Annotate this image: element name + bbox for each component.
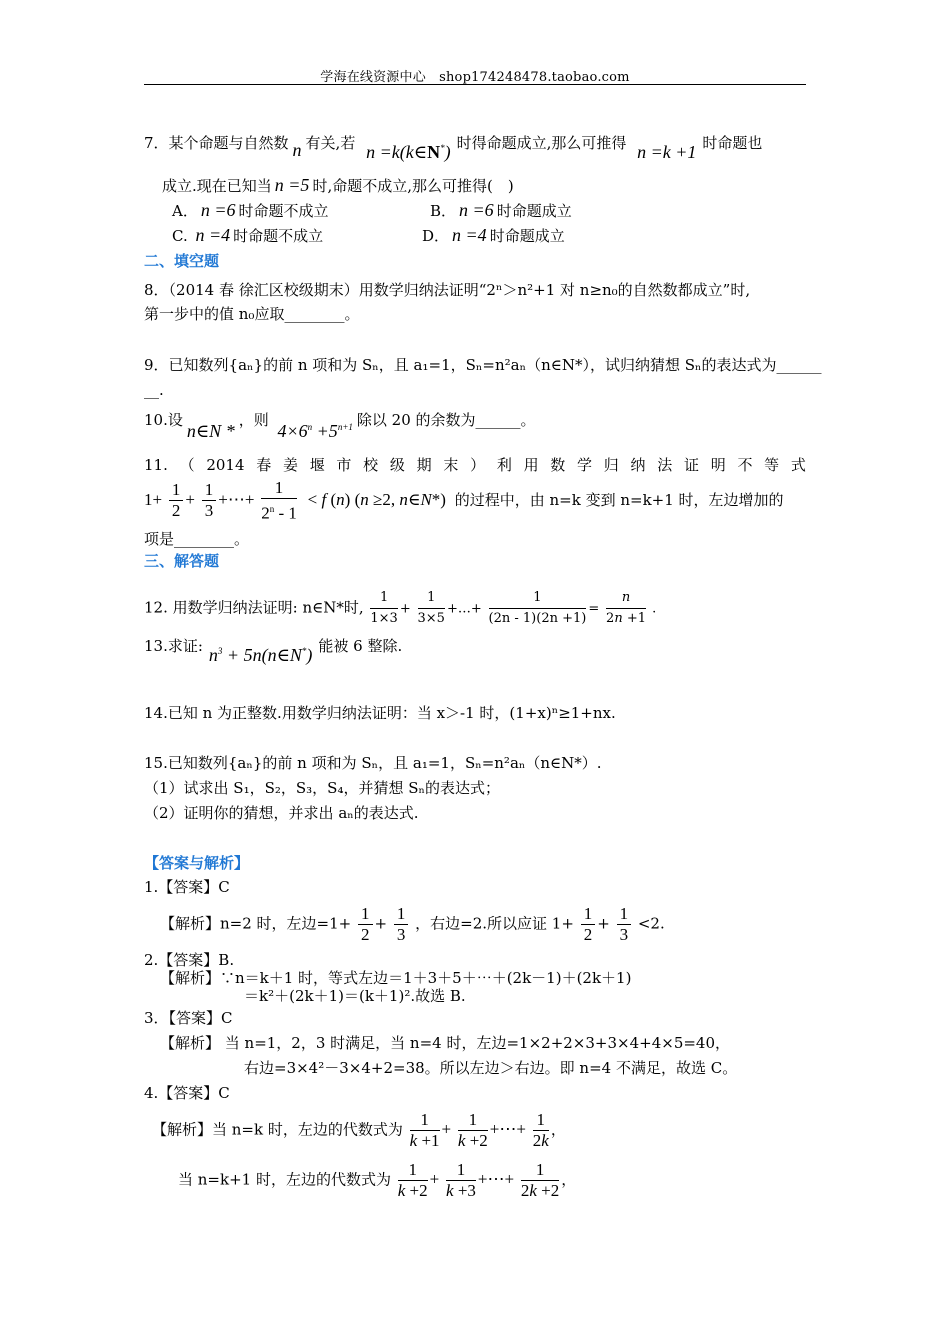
q11-word: 等	[764, 456, 780, 474]
q7-option-d: D． n =4 时命题成立	[422, 225, 565, 245]
q11-word: 证	[683, 456, 699, 474]
q11-word: 式	[790, 456, 806, 474]
q11-word: 利	[496, 456, 512, 474]
q11-word: 学	[577, 456, 593, 474]
section-answer: 三、解答题	[144, 552, 220, 570]
q7-line2: 成立.现在已知当 n =5 时,命题不成立,那么可推得( )	[162, 175, 514, 195]
a4-exp2: 当 n=k+1 时，左边的代数式为 $\frac{1}{k +2}$ + $\frac{1}{k +3}$ +⋯+ $\frac{1}{2k +2}$ ，	[178, 1160, 577, 1200]
q9-line2: __.	[144, 381, 164, 399]
a4-exp1: 【解析】当 n=k 时，左边的代数式为 $\frac{1}{k +1}$ + $\frac{1}{k +2}$ +⋯+ $\frac{1}{2k}$ ，	[152, 1110, 566, 1150]
q11-word: 春	[256, 456, 272, 474]
q11-word: ）	[470, 456, 486, 474]
q7-option-c: C. n =4 时命题不成立	[172, 225, 324, 245]
a4-answer: 4.【答案】C	[144, 1084, 230, 1102]
q11-word: 期	[416, 456, 432, 474]
q11-word: 末	[443, 456, 459, 474]
q11-word: 堰	[309, 456, 325, 474]
q11-word: 姜	[282, 456, 298, 474]
q13: 13.求证: $n^3$ + 5n(n∈N*) 能被 6 整除.	[144, 637, 403, 665]
q11-word: 2014	[206, 456, 245, 474]
a3-exp1: 【解析】 当 n=1，2，3 时满足，当 n=4 时，左边=1×2+2×3+3×4+4×5=40，	[160, 1034, 731, 1052]
q11-word: 用	[523, 456, 539, 474]
q11-word: 法	[657, 456, 673, 474]
q7-line1: 7．某个命题与自然数 n 有关,若 n =k(k∈N*) 时得命题成立,那么可推得 n =k +1 时命题也	[144, 134, 763, 162]
section-fill-in: 二、填空题	[144, 252, 220, 270]
q11-word: 级	[389, 456, 405, 474]
q11-word: 归	[603, 456, 619, 474]
q11-line3: 项是________。	[144, 530, 250, 548]
q11-word: 纳	[630, 456, 646, 474]
q12: 12. 用数学归纳法证明: n∈N*时, $\frac{1}{1\times 3}$ + $\frac{1}{3\times 5}$ +…+ $\frac{1}{(2n - 1)(2n +1)}$ = $\frac{n}{2n +1}$ .	[144, 590, 657, 626]
q11-word: （	[179, 456, 195, 474]
a3-answer: 3．【答案】C	[144, 1009, 233, 1027]
a3-exp2: 右边=3×4²－3×4+2=38。所以左边＞右边。即 n=4 不满足，故选 C。	[244, 1059, 738, 1077]
a2-exp1: 【解析】∵n＝k＋1 时，等式左边＝1＋3＋5＋⋯＋(2k－1)＋(2k＋1)	[160, 969, 632, 987]
q11-word: 市	[336, 456, 352, 474]
q15-line2: （1）试求出 S₁，S₂，S₃，S₄，并猜想 Sₙ的表达式；	[144, 779, 501, 797]
a1-explanation: 【解析】n=2 时，左边=1+ $\frac{1}{2}$ + $\frac{1}{3}$ ，右边=2.所以应证 1+ $\frac{1}{2}$ + $\frac{1}{3}$ <2.	[160, 904, 665, 944]
a1-answer: 1.【答案】C	[144, 878, 230, 896]
q11-line2: 1+ $\frac{1}{2}$ + $\frac{1}{3}$ +⋯+ $\frac{1}{2^n - 1}$ < f (n) (n ≥2, n∈N*) 的过程中，由 n=k 变到 n=k+1 时，左边增加的	[144, 478, 784, 523]
q11-word: 不	[737, 456, 753, 474]
q15-line1: 15.已知数列{aₙ}的前 n 项和为 Sₙ，且 a₁=1，Sₙ=n²aₙ（n∈N*）.	[144, 754, 602, 772]
q15-line3: （2）证明你的猜想，并求出 aₙ的表达式.	[144, 804, 419, 822]
q14: 14.已知 n 为正整数.用数学归纳法证明：当 x＞-1 时，(1+x)ⁿ≥1+nx.	[144, 704, 616, 722]
q8-line1: 8．（2014 春 徐汇区校级期末）用数学归纳法证明“2ⁿ＞n²+1 对 n≥n₀的自然数都成立”时,	[144, 281, 751, 299]
page-header: 学海在线资源中心 shop174248478.taobao.com	[320, 70, 630, 85]
q10: 10.设n∈N *，则 $4\times 6^n +5^{n+1}$ 除以 20 的余数为______。	[144, 411, 536, 441]
header-divider	[144, 84, 806, 85]
a2-answer: 2.【答案】B.	[144, 951, 235, 969]
q11-word: 11.	[144, 456, 168, 474]
q11-word: 数	[550, 456, 566, 474]
q7-option-b: B． n =6 时命题成立	[430, 200, 572, 220]
answers-title: 【答案与解析】	[144, 854, 250, 872]
q11-line1	[144, 455, 806, 475]
q11-word: 明	[710, 456, 726, 474]
q7-option-a: A． n =6 时命题不成立	[172, 200, 329, 220]
a2-exp2: ＝k²＋(2k＋1)＝(k＋1)².故选 B.	[244, 987, 466, 1005]
q9-line1: 9．已知数列{aₙ}的前 n 项和为 Sₙ，且 a₁=1，Sₙ=n²aₙ（n∈N*），试归纳猜想 Sₙ的表达式为______	[144, 356, 822, 374]
q8-line2: 第一步中的值 n₀应取________。	[144, 305, 360, 323]
q11-word: 校	[363, 456, 379, 474]
